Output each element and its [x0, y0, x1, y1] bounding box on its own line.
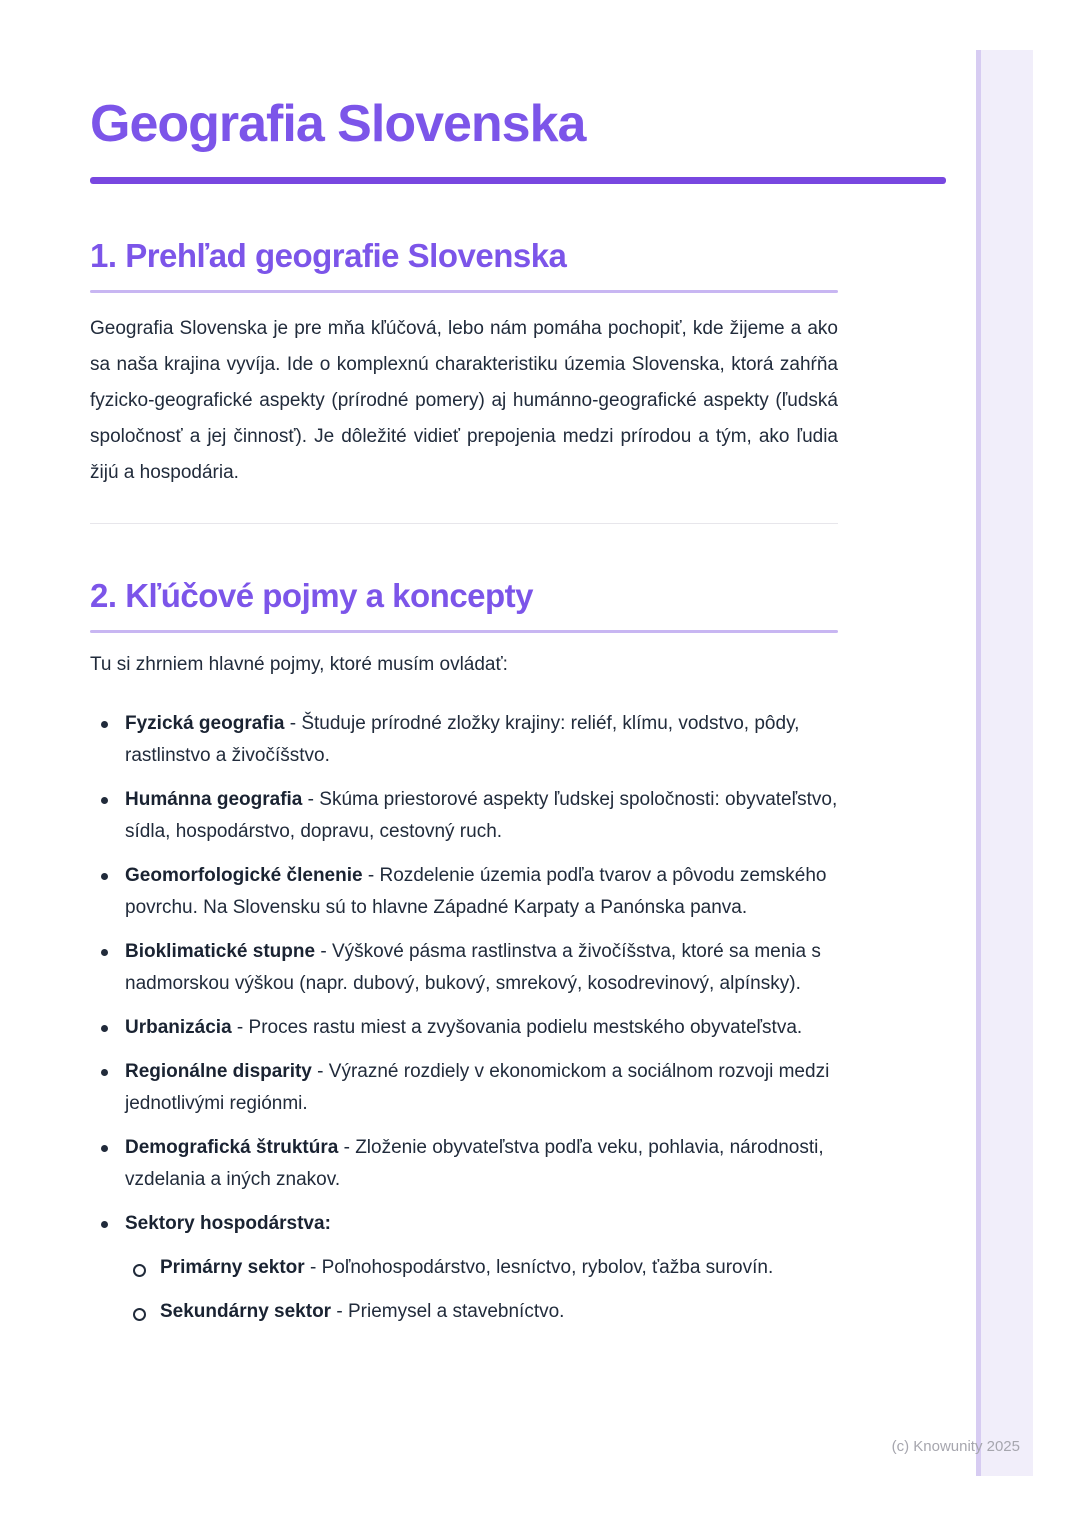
document-title: Geografia Slovenska: [90, 95, 586, 153]
concepts-list: [90, 708, 838, 1328]
term-separator: -: [338, 1137, 356, 1158]
overview-paragraph: Geografia Slovenska je pre mňa kľúčová, lebo nám pomáha pochopiť, kde žijeme a ako sa naša krajina vyvíja. Ide o komplexnú charakteristiku územia Slovenska, ktorá zahŕňa fyzicko-geografické aspekty (prírodné pomery) aj humánno-geografické aspekty (ľudská spoločnosť a jej činnosť). Je dôležité vidieť prepojenia medzi prírodou a tým, ako ľudia žijú a hospodária.: [90, 318, 838, 483]
term-description: Priemysel a stavebníctvo.: [347, 1301, 565, 1322]
term-description: Výrazné rozdiely v ekonomickom a sociálnom rozvoji medzi jednotlivými regiónmi.: [125, 1061, 830, 1114]
concept-item: [90, 1208, 838, 1328]
concept-item: [90, 784, 838, 848]
concept-sublist: [125, 1252, 838, 1328]
term-separator: -: [304, 1257, 322, 1278]
term-separator: -: [362, 865, 380, 886]
section-overview: [90, 237, 838, 491]
concept-item: [90, 1132, 838, 1196]
term-separator: -: [302, 789, 320, 810]
concept-subitem: [125, 1296, 838, 1328]
section-heading-overview: 1. Prehľad geografie Slovenska: [90, 237, 567, 274]
section-heading-concepts: 2. Kľúčové pojmy a koncepty: [90, 577, 534, 614]
concept-item: [90, 1012, 838, 1044]
term-label: Geomorfologické členenie: [125, 865, 363, 886]
term-separator: -: [311, 1061, 329, 1082]
concept-item: [90, 1056, 838, 1120]
section-concepts: [90, 577, 838, 1328]
term-label: Primárny sektor: [160, 1257, 305, 1278]
term-label: Regionálne disparity: [125, 1061, 312, 1082]
term-label: Sektory hospodárstva:: [125, 1213, 331, 1234]
term-description: Proces rastu miest a zvyšovania podielu mestského obyvateľstva.: [248, 1017, 803, 1038]
term-description: Rozdelenie územia podľa tvarov a pôvodu zemského povrchu. Na Slovensku sú to hlavne Západné Karpaty a Panónska panva.: [125, 865, 827, 918]
term-label: Demografická štruktúra: [125, 1137, 339, 1158]
term-description: Zloženie obyvateľstva podľa veku, pohlavia, národnosti, vzdelania a iných znakov.: [125, 1137, 824, 1190]
term-separator: -: [284, 713, 302, 734]
page-edge-strip: [976, 50, 1033, 1476]
concept-item: [90, 860, 838, 924]
term-label: Bioklimatické stupne: [125, 941, 316, 962]
term-description: Poľnohospodárstvo, lesníctvo, rybolov, ťažba surovín.: [321, 1257, 774, 1278]
term-label: Urbanizácia: [125, 1017, 232, 1038]
term-description: Skúma priestorové aspekty ľudskej spoločnosti: obyvateľstvo, sídla, hospodárstvo, dopravu, cestovný ruch.: [125, 789, 838, 842]
term-separator: -: [315, 941, 332, 962]
section-divider: [90, 523, 838, 524]
concept-subitem: [125, 1252, 838, 1284]
term-description: Študuje prírodné zložky krajiny: reliéf, klímu, vodstvo, pôdy, rastlinstvo a živočíšstvo.: [125, 713, 800, 766]
term-label: Sekundárny sektor: [160, 1301, 332, 1322]
term-label: Humánna geografia: [125, 789, 303, 810]
concept-item: [90, 708, 838, 772]
term-separator: -: [231, 1017, 249, 1038]
term-description: Výškové pásma rastlinstva a živočíšstva, ktoré sa menia s nadmorskou výškou (napr. dubový, bukový, smrekový, kosodrevinový, alpínsky).: [125, 941, 821, 994]
heading-underline: [90, 290, 838, 293]
document-page: [90, 0, 838, 1328]
concept-item: [90, 936, 838, 1000]
copyright-notice: (c) Knowunity 2025: [891, 1438, 1020, 1455]
term-label: Fyzická geografia: [125, 713, 285, 734]
term-separator: -: [331, 1301, 348, 1322]
concepts-intro: Tu si zhrniem hlavné pojmy, ktoré musím ovládať:: [90, 654, 508, 675]
heading-underline: [90, 630, 838, 633]
title-rule: [90, 177, 946, 184]
